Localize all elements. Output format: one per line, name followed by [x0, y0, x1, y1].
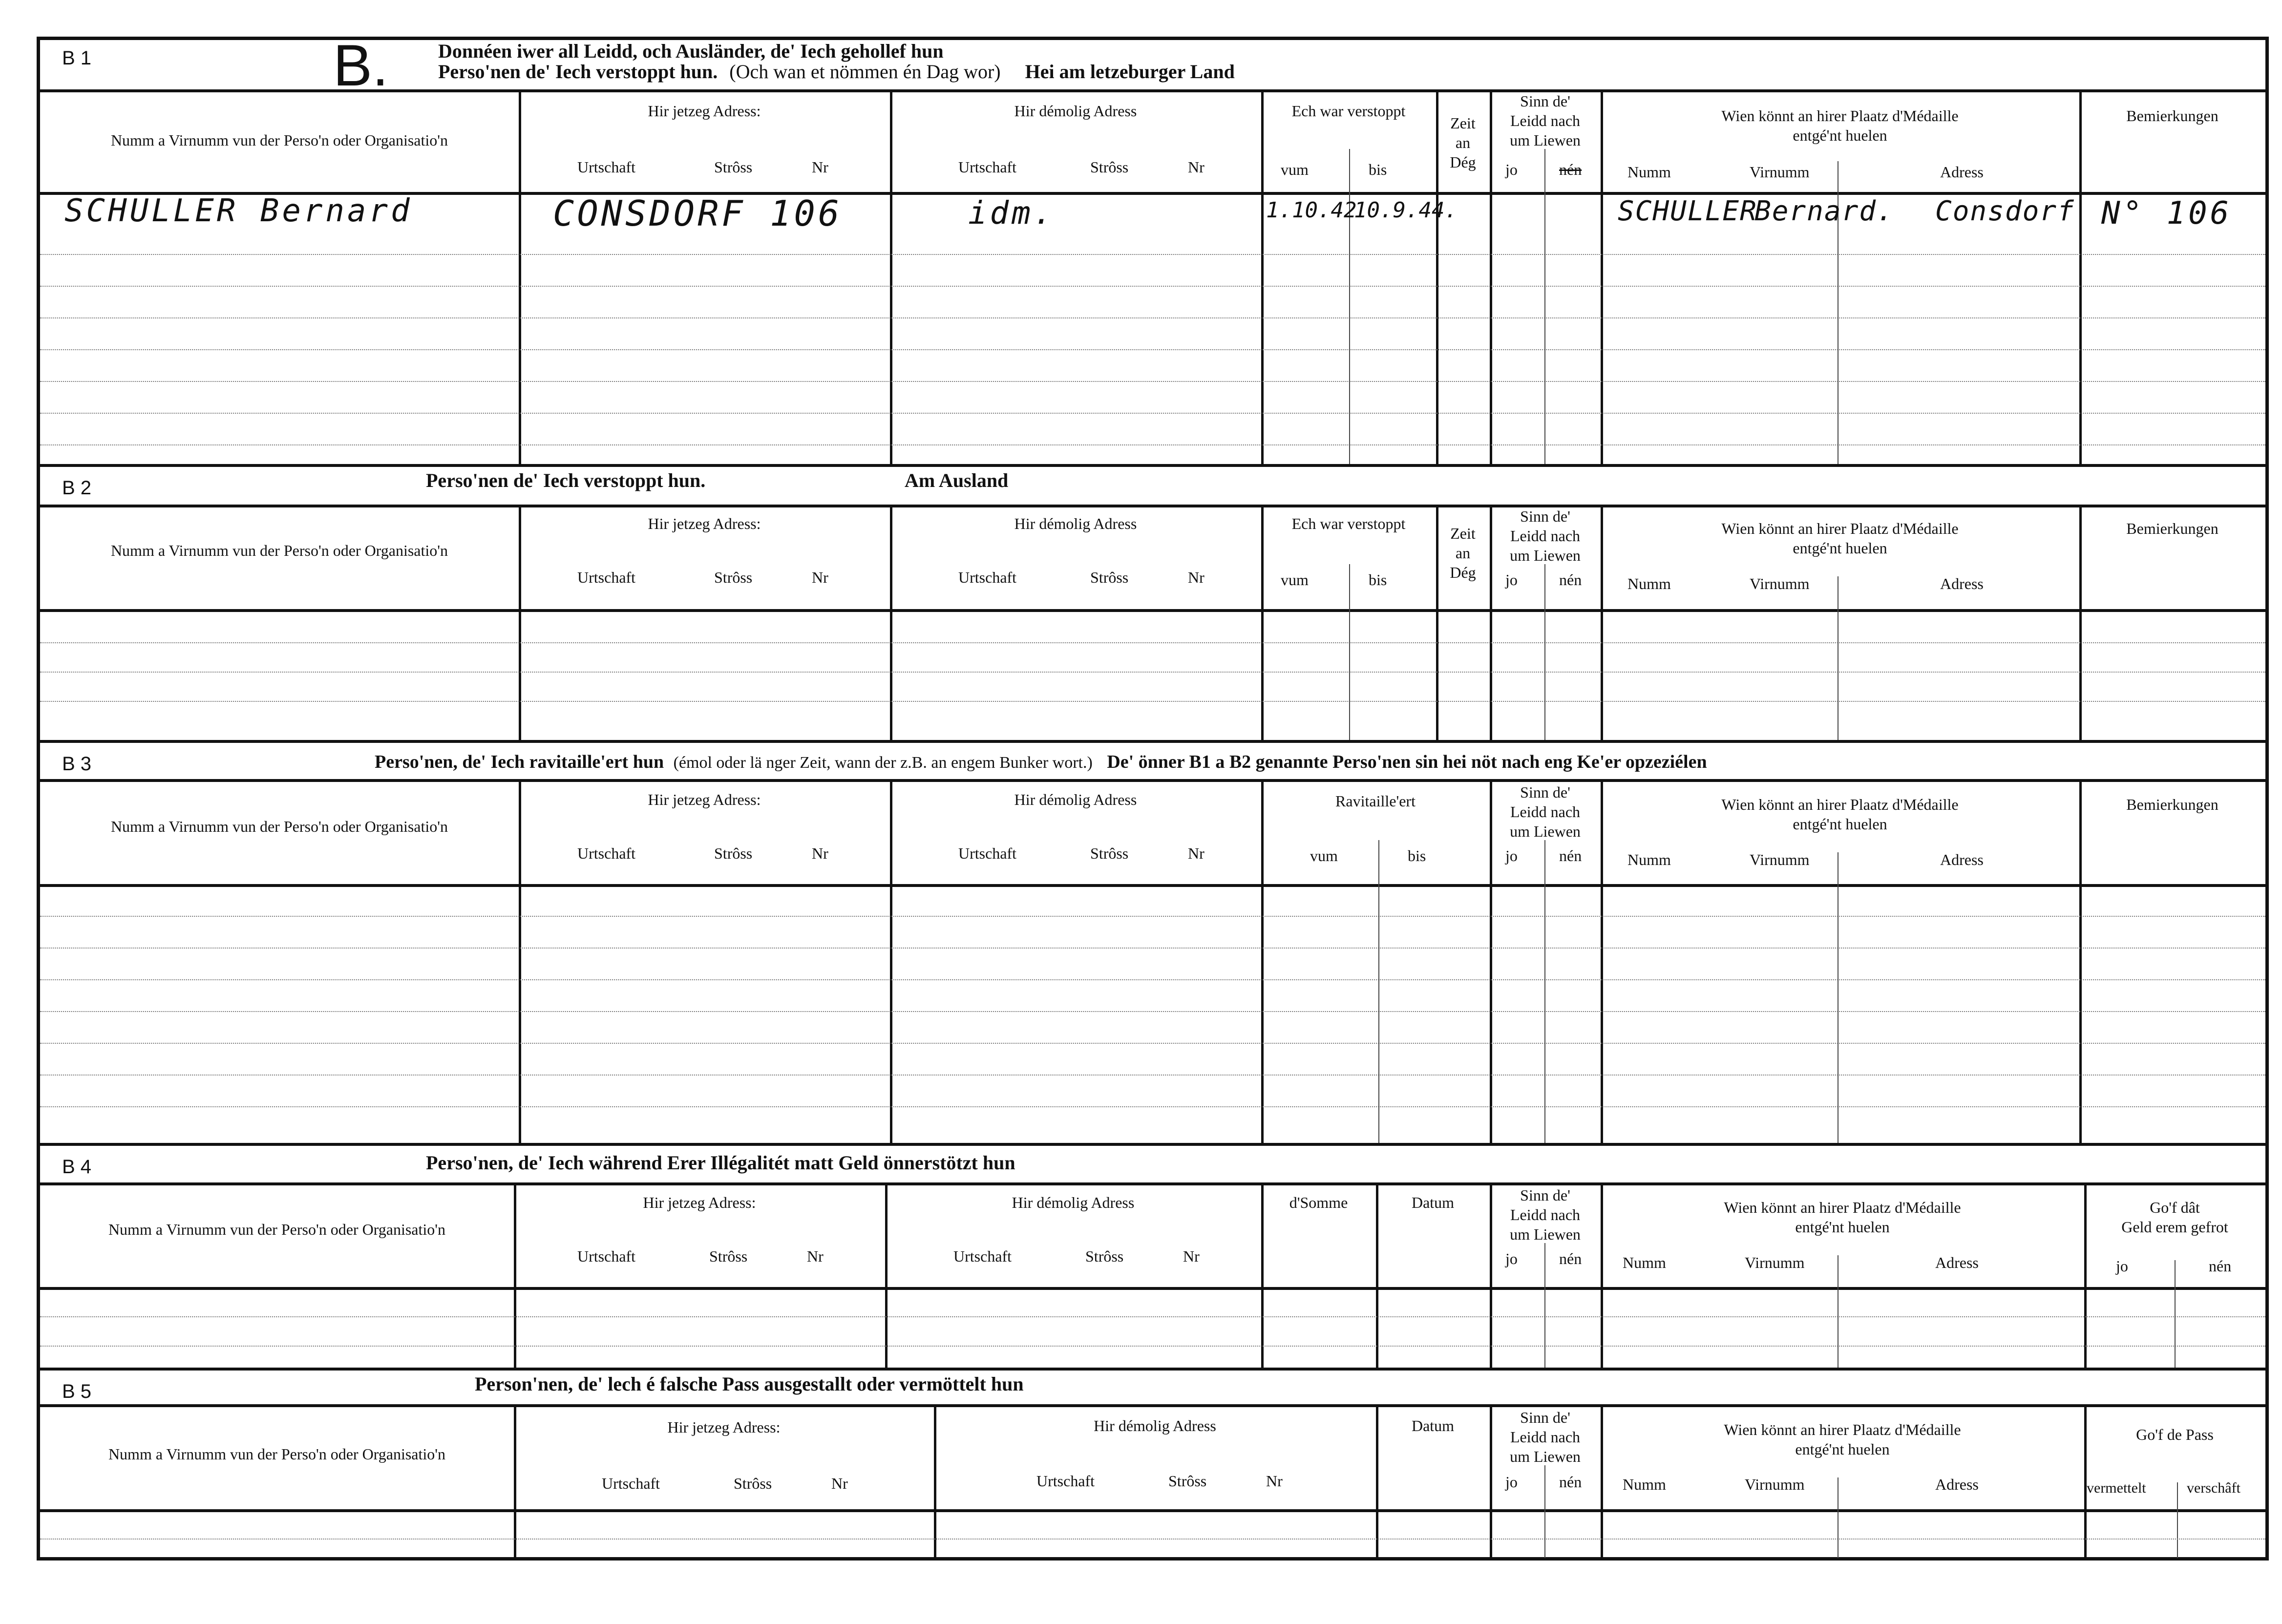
label-medal: entgé'nt huelen	[1793, 815, 1887, 833]
col-divider	[2175, 1260, 2176, 1368]
label-injured: Sinn de'	[1520, 92, 1570, 110]
label-street: Strôss	[1168, 1472, 1207, 1490]
col-divider	[1544, 1243, 1545, 1368]
label-yes: jo	[1505, 1473, 1518, 1491]
label-name-col: Numm a Virnumm vun der Perso'n oder Organisatio'n	[108, 1221, 446, 1238]
section-title-line2c: Hei am letzeburger Land	[1025, 61, 1235, 83]
rule	[40, 779, 2265, 782]
label-time: Dég	[1450, 153, 1476, 171]
section-b5	[40, 1370, 2265, 1561]
label-yes: jo	[1505, 847, 1518, 865]
row-line	[40, 1075, 2265, 1076]
section-id: B 2	[62, 477, 92, 499]
label-medal-firstname: Virnumm	[1750, 163, 1810, 181]
label-nr: Nr	[1183, 1247, 1200, 1265]
label-injured: um Liewen	[1510, 131, 1581, 149]
label-nr: Nr	[1188, 569, 1204, 586]
col-divider	[1544, 840, 1545, 1143]
row-line	[40, 413, 2265, 414]
label-present-address: Hir jetzeg Adress:	[643, 1194, 756, 1211]
label-medal-address: Adress	[1940, 163, 1984, 181]
label-medal: entgé'nt huelen	[1795, 1218, 1890, 1236]
label-former-address: Hir démolig Adress	[1014, 515, 1137, 532]
label-injured: Leidd nach	[1510, 803, 1581, 821]
entry-hidden-from: 1.10.42	[1266, 198, 1357, 223]
section-id: B 3	[62, 753, 92, 775]
label-nr: Nr	[1188, 844, 1204, 862]
entry-medal-firstname: Bernard.	[1754, 195, 1894, 227]
label-street: Strôss	[734, 1475, 772, 1492]
row-line	[40, 948, 2265, 949]
label-injured: um Liewen	[1510, 1225, 1581, 1243]
label-no: nén	[1559, 161, 1582, 178]
label-locality: Urtschaft	[958, 844, 1017, 862]
label-remarks: Bemierkungen	[2126, 107, 2219, 125]
col-divider	[519, 779, 521, 1144]
col-divider	[1544, 564, 1545, 740]
label-locality: Urtschaft	[953, 1247, 1012, 1265]
label-nr: Nr	[1266, 1472, 1283, 1490]
label-medal: entgé'nt huelen	[1795, 1440, 1890, 1458]
label-former-address: Hir démolig Adress	[1012, 1194, 1135, 1211]
label-time: Zeit	[1450, 114, 1476, 132]
label-medal-name: Numm	[1627, 575, 1671, 592]
col-divider	[890, 505, 892, 741]
label-hidden: Ech war verstoppt	[1291, 102, 1406, 120]
entry-medal-name: SCHULLER	[1618, 195, 1757, 227]
label-injured: Sinn de'	[1520, 507, 1570, 525]
label-no: nén	[1559, 847, 1582, 865]
row-line	[40, 979, 2265, 980]
label-locality: Urtschaft	[577, 844, 636, 862]
label-nr: Nr	[1188, 158, 1204, 176]
label-present-address: Hir jetzeg Adress:	[648, 791, 761, 808]
label-hidden: Ech war verstoppt	[1291, 515, 1406, 532]
label-pass: Go'f de Pass	[2136, 1426, 2214, 1443]
label-injured: Sinn de'	[1520, 1409, 1570, 1426]
label-from: vum	[1281, 161, 1309, 178]
label-money: Geld erem gefrot	[2121, 1218, 2228, 1236]
col-divider	[1349, 149, 1350, 464]
section-title-main: Perso'nen, de' Iech ravitaille'ert hun	[375, 752, 664, 772]
label-supplied: Ravitaille'ert	[1335, 792, 1416, 810]
label-former-address: Hir démolig Adress	[1094, 1417, 1216, 1434]
section-title: Person'nen, de' lech é falsche Pass ausgestallt oder vermöttelt hun	[475, 1373, 1024, 1395]
label-remarks: Bemierkungen	[2126, 520, 2219, 537]
label-medal-name: Numm	[1627, 851, 1671, 868]
label-injured: Leidd nach	[1510, 112, 1581, 129]
label-present-address: Hir jetzeg Adress:	[667, 1418, 781, 1436]
row-line	[40, 1346, 2265, 1347]
label-name-col: Numm a Virnumm vun der Perso'n oder Organisatio'n	[110, 131, 448, 149]
label-time: an	[1455, 544, 1471, 562]
section-id: B 4	[62, 1156, 92, 1178]
label-medal-name: Numm	[1623, 1476, 1666, 1493]
row-line	[40, 317, 2265, 318]
section-id: B 1	[62, 47, 92, 69]
col-divider	[1261, 505, 1264, 741]
label-date: Datum	[1411, 1417, 1455, 1434]
label-given: vermettelt	[2087, 1480, 2146, 1496]
col-divider	[2177, 1482, 2178, 1558]
label-name-col: Numm a Virnumm vun der Perso'n oder Organisatio'n	[110, 542, 448, 559]
label-yes: jo	[1505, 161, 1518, 178]
section-title: Perso'nen de' Iech verstoppt hun.	[426, 469, 706, 491]
label-street: Strôss	[714, 569, 753, 586]
label-nr: Nr	[831, 1475, 848, 1492]
rule	[40, 505, 2265, 507]
label-injured: um Liewen	[1510, 823, 1581, 840]
label-former-address: Hir démolig Adress	[1014, 102, 1137, 120]
label-medal: Wien könnt an hirer Plaatz d'Médaille	[1721, 520, 1959, 537]
col-divider	[2079, 779, 2082, 1144]
label-medal-address: Adress	[1935, 1476, 1979, 1493]
row-line	[40, 286, 2265, 287]
row-line	[40, 1043, 2265, 1044]
section-title-line2	[438, 60, 1235, 83]
label-no: nén	[1559, 1473, 1582, 1491]
label-time: an	[1455, 134, 1471, 151]
label-street: Strôss	[714, 844, 753, 862]
section-title-b: Am Ausland	[905, 469, 1009, 491]
label-nr: Nr	[812, 569, 828, 586]
section-id: B 5	[62, 1381, 92, 1402]
row-line	[40, 916, 2265, 917]
label-medal: Wien könnt an hirer Plaatz d'Médaille	[1724, 1421, 1961, 1438]
label-locality: Urtschaft	[577, 1247, 636, 1265]
row-line	[40, 642, 2265, 643]
rule	[40, 1182, 2265, 1185]
label-to: bis	[1369, 161, 1387, 178]
label-medal-firstname: Virnumm	[1745, 1254, 1805, 1271]
rule	[40, 1509, 2265, 1512]
label-present-address: Hir jetzeg Adress:	[648, 102, 761, 120]
label-locality: Urtschaft	[958, 158, 1017, 176]
label-medal-firstname: Virnumm	[1745, 1476, 1805, 1493]
label-street: Strôss	[1090, 569, 1129, 586]
label-street: Strôss	[714, 158, 753, 176]
col-divider	[1544, 1465, 1545, 1558]
col-divider	[2079, 505, 2082, 741]
rule	[40, 1404, 2265, 1407]
section-b4	[40, 1145, 2265, 1370]
section-b1-header	[40, 33, 2265, 98]
label-gifted: verschâft	[2187, 1480, 2240, 1496]
label-injured: Leidd nach	[1510, 1206, 1581, 1223]
label-from: vum	[1281, 571, 1309, 589]
label-to: bis	[1408, 847, 1426, 865]
label-injured: Leidd nach	[1510, 527, 1581, 545]
label-date: Datum	[1411, 1194, 1455, 1211]
label-money: Go'f dât	[2150, 1199, 2200, 1216]
label-street: Strôss	[1090, 844, 1129, 862]
section-title: Perso'nen, de' Iech während Erer Illégalitét matt Geld önnerstötzt hun	[426, 1152, 1015, 1174]
label-medal-address: Adress	[1935, 1254, 1979, 1271]
entry-former-address: idm.	[968, 195, 1056, 232]
section-letter: B.	[333, 33, 389, 98]
label-locality: Urtschaft	[577, 158, 636, 176]
col-divider	[519, 89, 521, 465]
col-divider	[1261, 89, 1264, 465]
row-line	[40, 1539, 2265, 1540]
col-divider	[890, 779, 892, 1144]
label-yes: jo	[1505, 571, 1518, 589]
row-line	[40, 701, 2265, 702]
entry-hidden-to: 10.9.44.	[1354, 198, 1458, 223]
label-medal-address: Adress	[1940, 575, 1984, 592]
label-remarks: Bemierkungen	[2126, 796, 2219, 813]
section-title-line1: Donnéen iwer all Leidd, och Ausländer, de' Iech gehollef hun	[438, 40, 944, 62]
col-divider	[519, 505, 521, 741]
label-to: bis	[1369, 571, 1387, 589]
entry-remarks: N° 106	[2101, 195, 2232, 232]
label-locality: Urtschaft	[958, 569, 1017, 586]
rule	[40, 1287, 2265, 1290]
section-b2	[40, 466, 2265, 742]
label-no: nén	[1559, 571, 1582, 589]
label-time: Zeit	[1450, 525, 1476, 542]
col-divider	[1544, 149, 1545, 464]
rule	[40, 884, 2265, 887]
label-injured: um Liewen	[1510, 1448, 1581, 1465]
col-divider	[2079, 89, 2082, 465]
row-line	[40, 444, 2265, 445]
label-medal: Wien könnt an hirer Plaatz d'Médaille	[1721, 796, 1959, 813]
label-yes: jo	[1505, 1250, 1518, 1267]
label-no: nén	[2209, 1257, 2232, 1275]
label-medal: Wien könnt an hirer Plaatz d'Médaille	[1721, 107, 1959, 125]
section-title	[375, 751, 1707, 773]
label-time: Dég	[1450, 564, 1476, 581]
label-street: Strôss	[709, 1247, 748, 1265]
label-injured: um Liewen	[1510, 547, 1581, 564]
row-line	[40, 1316, 2265, 1317]
row-line	[40, 1106, 2265, 1107]
label-yes: jo	[2116, 1257, 2128, 1275]
entry-medal-address: Consdorf	[1935, 195, 2075, 227]
label-medal-name: Numm	[1623, 1254, 1666, 1271]
label-locality: Urtschaft	[602, 1475, 660, 1492]
label-injured: Sinn de'	[1520, 783, 1570, 801]
label-injured: Leidd nach	[1510, 1428, 1581, 1446]
row-line	[40, 381, 2265, 382]
label-present-address: Hir jetzeg Adress:	[648, 515, 761, 532]
label-from: vum	[1310, 847, 1338, 865]
rule	[40, 609, 2265, 612]
label-medal: entgé'nt huelen	[1793, 539, 1887, 557]
label-no: nén	[1559, 1250, 1582, 1267]
row-line	[40, 672, 2265, 673]
label-locality: Urtschaft	[577, 569, 636, 586]
label-street: Strôss	[1085, 1247, 1124, 1265]
label-name-col: Numm a Virnumm vun der Perso'n oder Organisatio'n	[108, 1445, 446, 1463]
rule	[40, 89, 2265, 92]
label-medal-firstname: Virnumm	[1750, 851, 1810, 868]
label-nr: Nr	[807, 1247, 824, 1265]
label-street: Strôss	[1090, 158, 1129, 176]
label-sum: d'Somme	[1289, 1194, 1348, 1211]
label-medal: entgé'nt huelen	[1793, 127, 1887, 144]
label-medal-name: Numm	[1627, 163, 1671, 181]
label-injured: Sinn de'	[1520, 1186, 1570, 1204]
section-title-line2b: (Och wan et nömmen én Dag wor)	[729, 61, 1001, 83]
section-title-c: De' önner B1 a B2 genannte Perso'nen sin hei nöt nach eng Ke'er opzeziélen	[1107, 752, 1707, 772]
label-former-address: Hir démolig Adress	[1014, 791, 1137, 808]
label-medal: Wien könnt an hirer Plaatz d'Médaille	[1724, 1199, 1961, 1216]
section-title-line2a: Perso'nen de' Iech verstoppt hun.	[438, 61, 718, 83]
label-medal-firstname: Virnumm	[1750, 575, 1810, 592]
section-title-note: (émol oder lä nger Zeit, wann der z.B. an engem Bunker wort.)	[673, 754, 1093, 772]
entry-name: SCHULLER Bernard	[64, 193, 413, 229]
col-divider	[1349, 564, 1350, 740]
label-locality: Urtschaft	[1036, 1472, 1095, 1490]
col-divider	[1261, 779, 1264, 1144]
label-name-col: Numm a Virnumm vun der Perso'n oder Organisatio'n	[110, 818, 448, 835]
label-medal-address: Adress	[1940, 851, 1984, 868]
label-nr: Nr	[812, 844, 828, 862]
section-b3	[40, 742, 2265, 1145]
row-line	[40, 254, 2265, 255]
col-divider	[890, 89, 892, 465]
row-line	[40, 349, 2265, 350]
section-b1	[40, 33, 2265, 466]
col-divider	[1378, 840, 1379, 1143]
entry-present-address: CONSDORF 106	[553, 193, 843, 234]
label-nr: Nr	[812, 158, 828, 176]
row-line	[40, 1011, 2265, 1012]
